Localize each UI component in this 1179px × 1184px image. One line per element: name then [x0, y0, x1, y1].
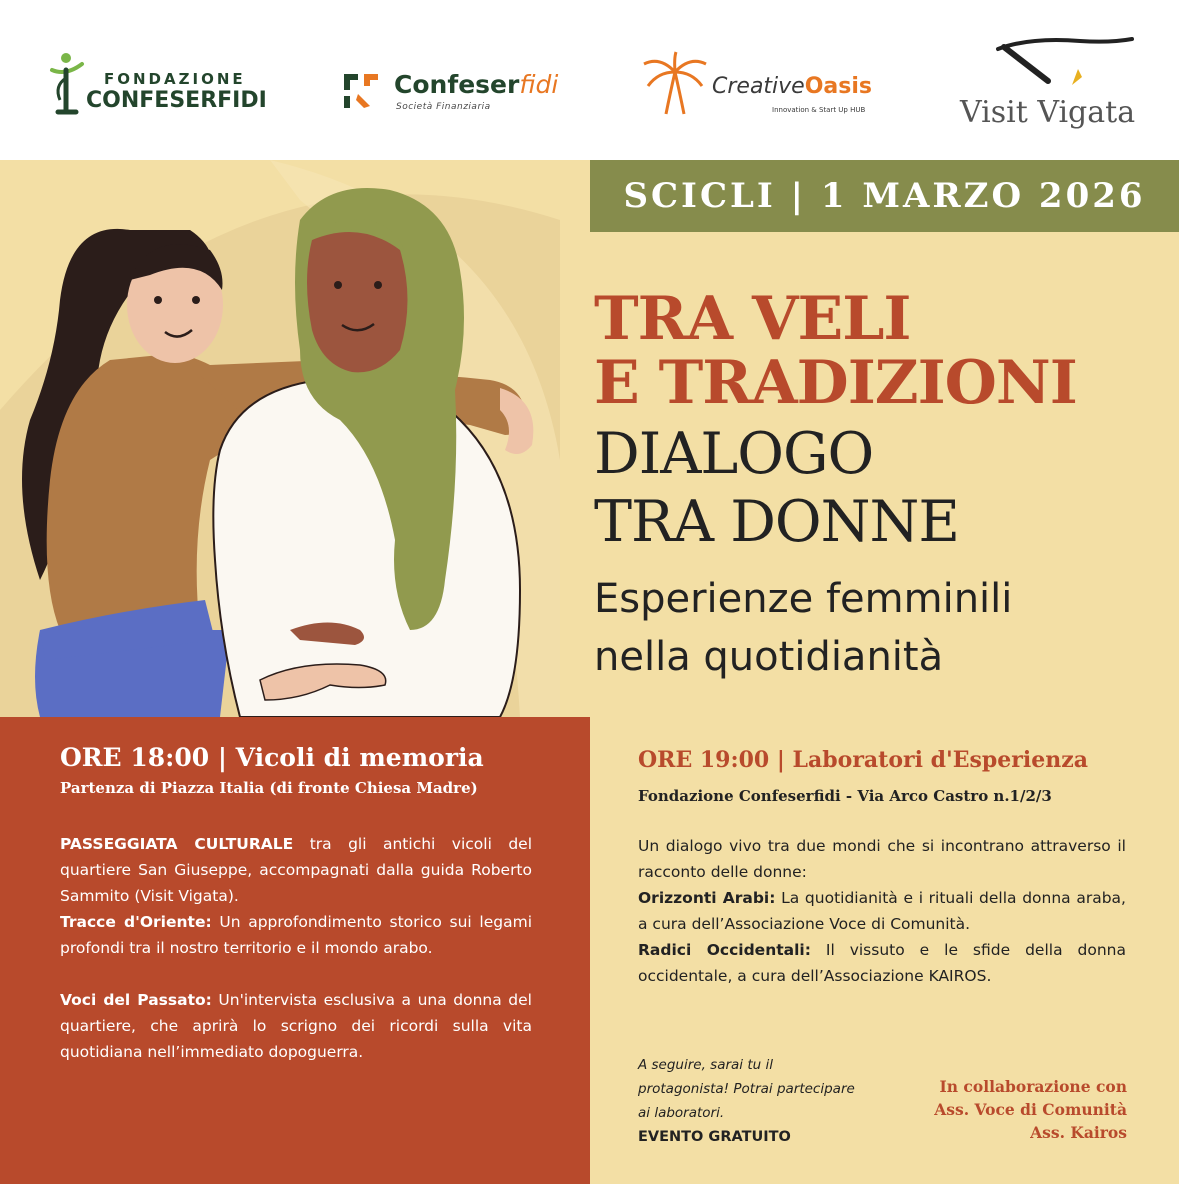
- cta-text: A seguire, sarai tu il protagonista! Potrai partecipare ai laboratori.: [638, 1057, 855, 1121]
- left-event-panel: [0, 717, 590, 1184]
- confeserfidi-mark-icon: [336, 64, 386, 114]
- title-line-3: DIALOGO: [594, 421, 874, 487]
- left-event-description: [60, 831, 532, 1065]
- subtitle-line-2: nella quotidianità: [594, 634, 944, 680]
- vigata-mark-icon: [990, 35, 1140, 95]
- confeserfidi-logo: [336, 60, 596, 120]
- left-paragraph-2: Tracce d'Oriente: Un approfondimento storico sui legami profondi tra il nostro territorio e il mondo arabo.: [60, 913, 532, 957]
- left-paragraph-1: PASSEGGIATA CULTURALE tra gli antichi vicoli del quartiere San Giuseppe, accompagnati dalla guida Roberto Sammito (Visit Vigata).: [60, 835, 533, 905]
- title-line-2: E TRADIZIONI: [594, 348, 1077, 418]
- right-event-panel: [590, 717, 1179, 1184]
- visit-vigata-name: Visit Vigata: [960, 95, 1136, 130]
- right-paragraph-2: Radici Occidentali: Il vissuto e le sfide della donna occidentale, a cura dell’Associazione KAIROS.: [638, 941, 1126, 985]
- two-women-embracing-illustration: [0, 160, 600, 717]
- fondazione-confeserfidi-logo: [48, 50, 288, 120]
- left-event-time: ORE 18:00 | Vicoli di memoria: [60, 743, 484, 772]
- left-paragraph-3: Voci del Passato: Un'intervista esclusiva a una donna del quartiere, che aprirà lo scrigno dei ricordi sulla vita quotidiana nell’immediato dopoguerra.: [60, 991, 532, 1061]
- title-line-1: TRA VELI: [594, 284, 911, 354]
- palm-tree-icon: [640, 50, 710, 116]
- event-date: SCICLI | 1 MARZO 2026: [623, 176, 1146, 216]
- confeserfidi-label: CONFESERFIDI: [86, 88, 267, 113]
- right-intro: Un dialogo vivo tra due mondi che si incontrano attraverso il racconto delle donne:: [638, 837, 1126, 881]
- right-event-place: Fondazione Confeserfidi - Via Arco Castro n.1/2/3: [638, 787, 1052, 805]
- creative-oasis-name: CreativeOasis: [712, 74, 872, 99]
- collab-line-3: Ass. Kairos: [1030, 1123, 1127, 1142]
- date-banner: [590, 160, 1179, 232]
- collab-line-2: Ass. Voce di Comunità: [934, 1100, 1127, 1119]
- fondazione-label: FONDAZIONE: [104, 70, 246, 88]
- title-line-4: TRA DONNE: [594, 489, 960, 555]
- creative-oasis-subtitle: Innovation & Start Up HUB: [772, 106, 866, 114]
- collab-line-1: In collaborazione con: [939, 1077, 1127, 1096]
- subtitle-line-1: Esperienze femminili: [594, 576, 1013, 622]
- right-paragraph-1: Orizzonti Arabi: La quotidianità e i rituali della donna araba, a cura dell’Associazione Voce di Comunità.: [638, 889, 1126, 933]
- right-event-time: ORE 19:00 | Laboratori d'Esperienza: [638, 747, 1088, 773]
- confeserfidi-name: Confeserfidi: [394, 70, 559, 99]
- hero-section: [0, 160, 1179, 717]
- confeserfidi-subtitle: Società Finanziaria: [396, 102, 491, 112]
- free-event-label: EVENTO GRATUITO: [638, 1129, 791, 1145]
- right-woman-face: [307, 232, 408, 372]
- right-event-description: [638, 833, 1126, 989]
- visit-vigata-logo: [950, 35, 1140, 135]
- collaboration-credits: [867, 1075, 1127, 1144]
- call-to-action: [638, 1053, 868, 1149]
- left-event-place: Partenza di Piazza Italia (di fronte Chiesa Madre): [60, 779, 478, 797]
- logo-header: [0, 0, 1179, 160]
- creative-oasis-logo: [640, 50, 890, 120]
